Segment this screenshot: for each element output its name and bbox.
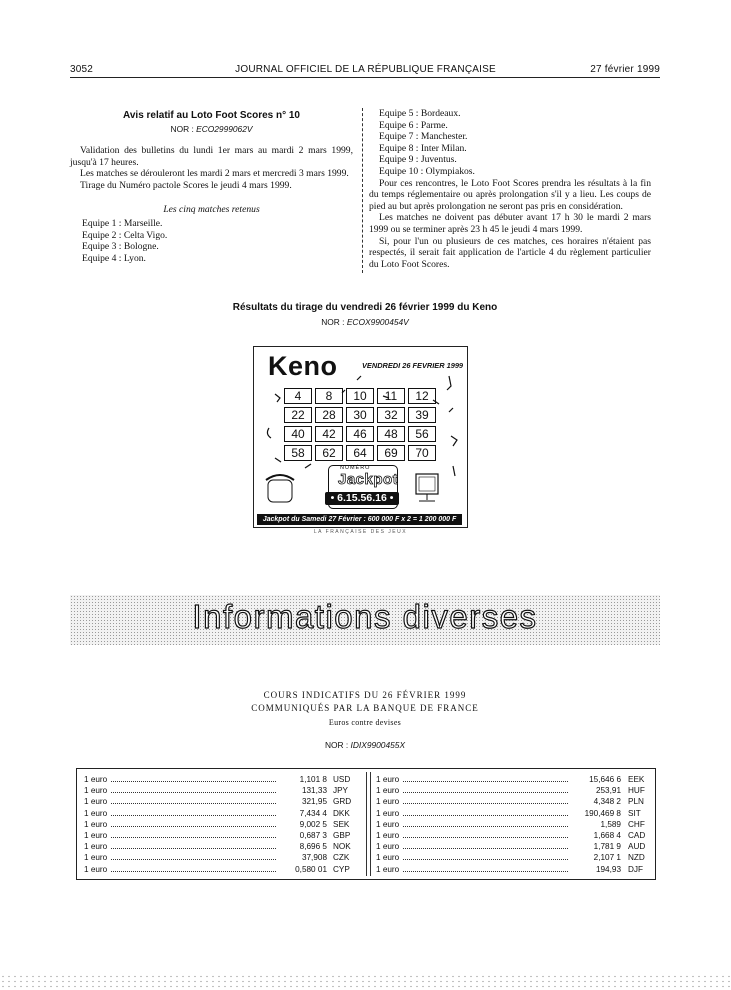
dot-leader <box>111 792 276 793</box>
currency-code: SEK <box>333 819 350 829</box>
dot-leader <box>403 781 568 782</box>
currency-code: CHF <box>628 819 645 829</box>
keno-number: 8 <box>315 388 343 404</box>
rate-label: 1 euro <box>376 864 400 874</box>
currency-code: GRD <box>333 797 352 807</box>
table-separator <box>366 772 371 876</box>
dot-leader <box>111 815 276 816</box>
column-separator <box>362 108 363 273</box>
rate-row <box>84 819 354 830</box>
rate-value: 8,696 5 <box>299 842 327 852</box>
rate-value: 194,93 <box>595 864 621 874</box>
screen-icon <box>413 470 443 506</box>
header-date: 27 février 1999 <box>590 64 660 75</box>
keno-bottom-text: LA FRANÇAISE DES JEUX <box>313 529 408 535</box>
rate-value: 0,580 01 <box>295 864 327 874</box>
rate-label: 1 euro <box>376 842 400 852</box>
team-item: Equipe 8 : Inter Milan. <box>379 142 467 154</box>
currency-code: CAD <box>628 831 646 840</box>
loto-notice-left <box>70 110 353 265</box>
rate-label: 1 euro <box>376 831 400 840</box>
rate-row <box>84 852 354 863</box>
rate-label: 1 euro <box>84 842 108 852</box>
keno-results-title: Résultats du tirage du vendredi 26 février 1999 du Keno <box>232 302 498 313</box>
rate-value: 131,33 <box>301 786 327 796</box>
keno-number-grid <box>284 388 435 461</box>
keno-number: 39 <box>408 407 436 423</box>
nor-label: NOR : <box>324 740 349 750</box>
team-item: Equipe 10 : Olympiakos. <box>379 165 475 177</box>
currency-code: SIT <box>628 808 641 818</box>
rate-value: 1,589 <box>600 819 621 829</box>
rate-row <box>84 808 354 819</box>
loto-notice-title: Avis relatif au Loto Foot Scores n° 10 <box>123 110 300 121</box>
rate-row <box>84 841 354 852</box>
keno-footer: Jackpot du Samedi 27 Février : 600 000 F x 2 = 1 200 000 F <box>257 514 462 525</box>
keno-number: 62 <box>315 445 343 461</box>
rate-value: 321,95 <box>301 797 327 807</box>
keno-number: 58 <box>284 445 312 461</box>
jackpot-label: NUMÉRO <box>340 465 371 471</box>
rate-row <box>376 852 648 863</box>
rate-label: 1 euro <box>84 864 108 874</box>
keno-nor <box>70 317 660 327</box>
paragraph: Validation des bulletins du lundi 1er mars au mardi 2 mars 1999, jusqu'à 17 heures. <box>70 145 353 168</box>
dot-leader <box>403 859 568 860</box>
rate-row <box>376 819 648 830</box>
paragraph: Les matches se dérouleront les mardi 2 mars et mercredi 3 mars 1999. <box>80 168 349 180</box>
rate-label: 1 euro <box>84 775 108 784</box>
dot-leader <box>111 826 276 827</box>
currency-code: EEK <box>628 775 645 784</box>
currency-code: CZK <box>333 853 350 863</box>
keno-number: 12 <box>408 388 436 404</box>
nor-label: NOR : <box>321 317 345 327</box>
rate-row <box>84 785 354 796</box>
journal-title: JOURNAL OFFICIEL DE LA RÉPUBLIQUE FRANÇAISE <box>235 64 496 75</box>
dot-leader <box>111 859 276 860</box>
rate-row <box>84 774 354 785</box>
paragraph: Pour ces rencontres, le Loto Foot Scores prendra les résultats à la fin du temps réglementaire ou après prolongation s'il y a lieu. Les coups de pied au but après prolongation ne seront pas pris en considération. <box>369 177 651 212</box>
currency-code: AUD <box>628 842 646 852</box>
rate-row <box>376 841 648 852</box>
rate-row <box>376 785 648 796</box>
currency-code: DKK <box>333 808 350 818</box>
jackpot-number: • 6.15.56.16 • <box>325 492 399 505</box>
rate-label: 1 euro <box>84 831 108 840</box>
dot-leader <box>111 837 276 838</box>
team-item: Equipe 3 : Bologne. <box>82 241 159 253</box>
dot-leader <box>403 792 568 793</box>
currency-code: PLN <box>628 797 644 807</box>
dot-leader <box>403 815 568 816</box>
cours-subtitle: Euros contre devises <box>328 718 402 727</box>
loto-notice-right <box>369 108 651 270</box>
dot-leader <box>111 803 276 804</box>
keno-number: 4 <box>284 388 312 404</box>
rate-label: 1 euro <box>376 775 400 784</box>
dot-leader <box>111 871 276 872</box>
keno-number: 11 <box>377 388 405 404</box>
rate-value: 0,687 3 <box>299 831 327 840</box>
rate-label: 1 euro <box>84 797 108 807</box>
currency-code: NZD <box>628 853 645 863</box>
rate-row <box>376 830 648 841</box>
rate-label: 1 euro <box>84 786 108 796</box>
nor-code: IDIX9900455X <box>350 740 406 750</box>
rate-label: 1 euro <box>376 853 400 863</box>
rate-label: 1 euro <box>376 797 400 807</box>
keno-logo: Keno <box>268 351 338 381</box>
dot-leader <box>111 781 276 782</box>
dot-leader <box>403 837 568 838</box>
rate-value: 9,002 5 <box>299 819 327 829</box>
rate-row <box>376 808 648 819</box>
rate-label: 1 euro <box>84 808 108 818</box>
team-item: Equipe 5 : Bordeaux. <box>379 108 461 119</box>
keno-number: 30 <box>346 407 374 423</box>
rate-value: 15,646 6 <box>589 775 621 784</box>
rate-value: 253,91 <box>595 786 621 796</box>
rate-row <box>376 774 648 785</box>
keno-number: 46 <box>346 426 374 442</box>
keno-ticket-date: VENDREDI 26 FEVRIER 1999 <box>362 361 464 370</box>
subheading: Les cinq matches retenus <box>163 203 260 215</box>
rate-value: 2,107 1 <box>593 853 621 863</box>
rate-row <box>376 796 648 807</box>
scan-noise <box>0 974 731 990</box>
team-item: Equipe 7 : Manchester. <box>379 131 468 143</box>
currency-code: JPY <box>333 786 349 796</box>
rate-label: 1 euro <box>376 786 400 796</box>
cours-title-line2: COMMUNIQUÉS PAR LA BANQUE DE FRANCE <box>251 703 479 713</box>
currency-code: USD <box>333 775 351 784</box>
keno-number: 70 <box>408 445 436 461</box>
keno-number: 22 <box>284 407 312 423</box>
cours-nor <box>70 740 660 750</box>
rate-value: 1,101 8 <box>299 775 327 784</box>
team-item: Equipe 9 : Juventus. <box>379 154 457 166</box>
currency-code: NOK <box>333 842 351 852</box>
keno-number: 10 <box>346 388 374 404</box>
currency-code: HUF <box>628 786 645 796</box>
keno-number: 56 <box>408 426 436 442</box>
currency-code: GBP <box>333 831 351 840</box>
dot-leader <box>111 848 276 849</box>
keno-number: 42 <box>315 426 343 442</box>
rate-row <box>376 864 648 875</box>
rate-label: 1 euro <box>376 808 400 818</box>
rate-value: 190,469 8 <box>584 808 621 818</box>
paragraph: Les matches ne doivent pas débuter avant 17 h 30 le mardi 2 mars 1999 ou se terminer après 23 h 45 le jeudi 4 mars 1999. <box>369 212 651 235</box>
rate-label: 1 euro <box>84 819 108 829</box>
nor-label: NOR : <box>170 123 194 134</box>
dot-leader <box>403 848 568 849</box>
team-item: Equipe 1 : Marseille. <box>82 218 163 230</box>
page-number: 3052 <box>70 64 94 75</box>
rate-row <box>84 796 354 807</box>
currency-code: CYP <box>333 864 350 874</box>
keno-number: 32 <box>377 407 405 423</box>
keno-number: 40 <box>284 426 312 442</box>
team-item: Equipe 2 : Celta Vigo. <box>82 229 168 241</box>
team-item: Equipe 4 : Lyon. <box>82 252 146 264</box>
dot-leader <box>403 803 568 804</box>
rate-row <box>84 830 354 841</box>
rate-row <box>84 864 354 875</box>
rate-value: 1,781 9 <box>593 842 621 852</box>
keno-number: 69 <box>377 445 405 461</box>
keno-number: 64 <box>346 445 374 461</box>
currency-code: DJF <box>628 864 644 874</box>
cours-title-line1: COURS INDICATIFS DU 26 FÉVRIER 1999 <box>263 690 467 700</box>
nor-code: ECO2999062V <box>196 123 253 134</box>
rate-value: 4,348 2 <box>593 797 621 807</box>
telephone-icon <box>262 470 302 508</box>
rate-value: 1,668 4 <box>593 831 621 840</box>
rate-value: 37,908 <box>301 853 327 863</box>
rate-label: 1 euro <box>84 853 108 863</box>
header-rule <box>70 77 660 78</box>
team-item: Equipe 6 : Parme. <box>379 119 448 131</box>
section-banner-title: Informations diverses <box>192 598 538 635</box>
dot-leader <box>403 871 568 872</box>
paragraph: Tirage du Numéro pactole Scores le jeudi 4 mars 1999. <box>80 179 292 191</box>
paragraph: Si, pour l'un ou plusieurs de ces matches, ces horaires n'étaient pas respectés, il serait fait application de l'article 4 du règlement particulier du Loto Foot Scores. <box>369 235 651 270</box>
rate-value: 7,434 4 <box>299 808 327 818</box>
jackpot-word: Jackpot <box>338 471 399 488</box>
dot-leader <box>403 826 568 827</box>
rate-label: 1 euro <box>376 819 400 829</box>
keno-number: 28 <box>315 407 343 423</box>
loto-nor <box>70 124 353 136</box>
keno-number: 48 <box>377 426 405 442</box>
nor-code: ECOX9900454V <box>346 317 409 327</box>
